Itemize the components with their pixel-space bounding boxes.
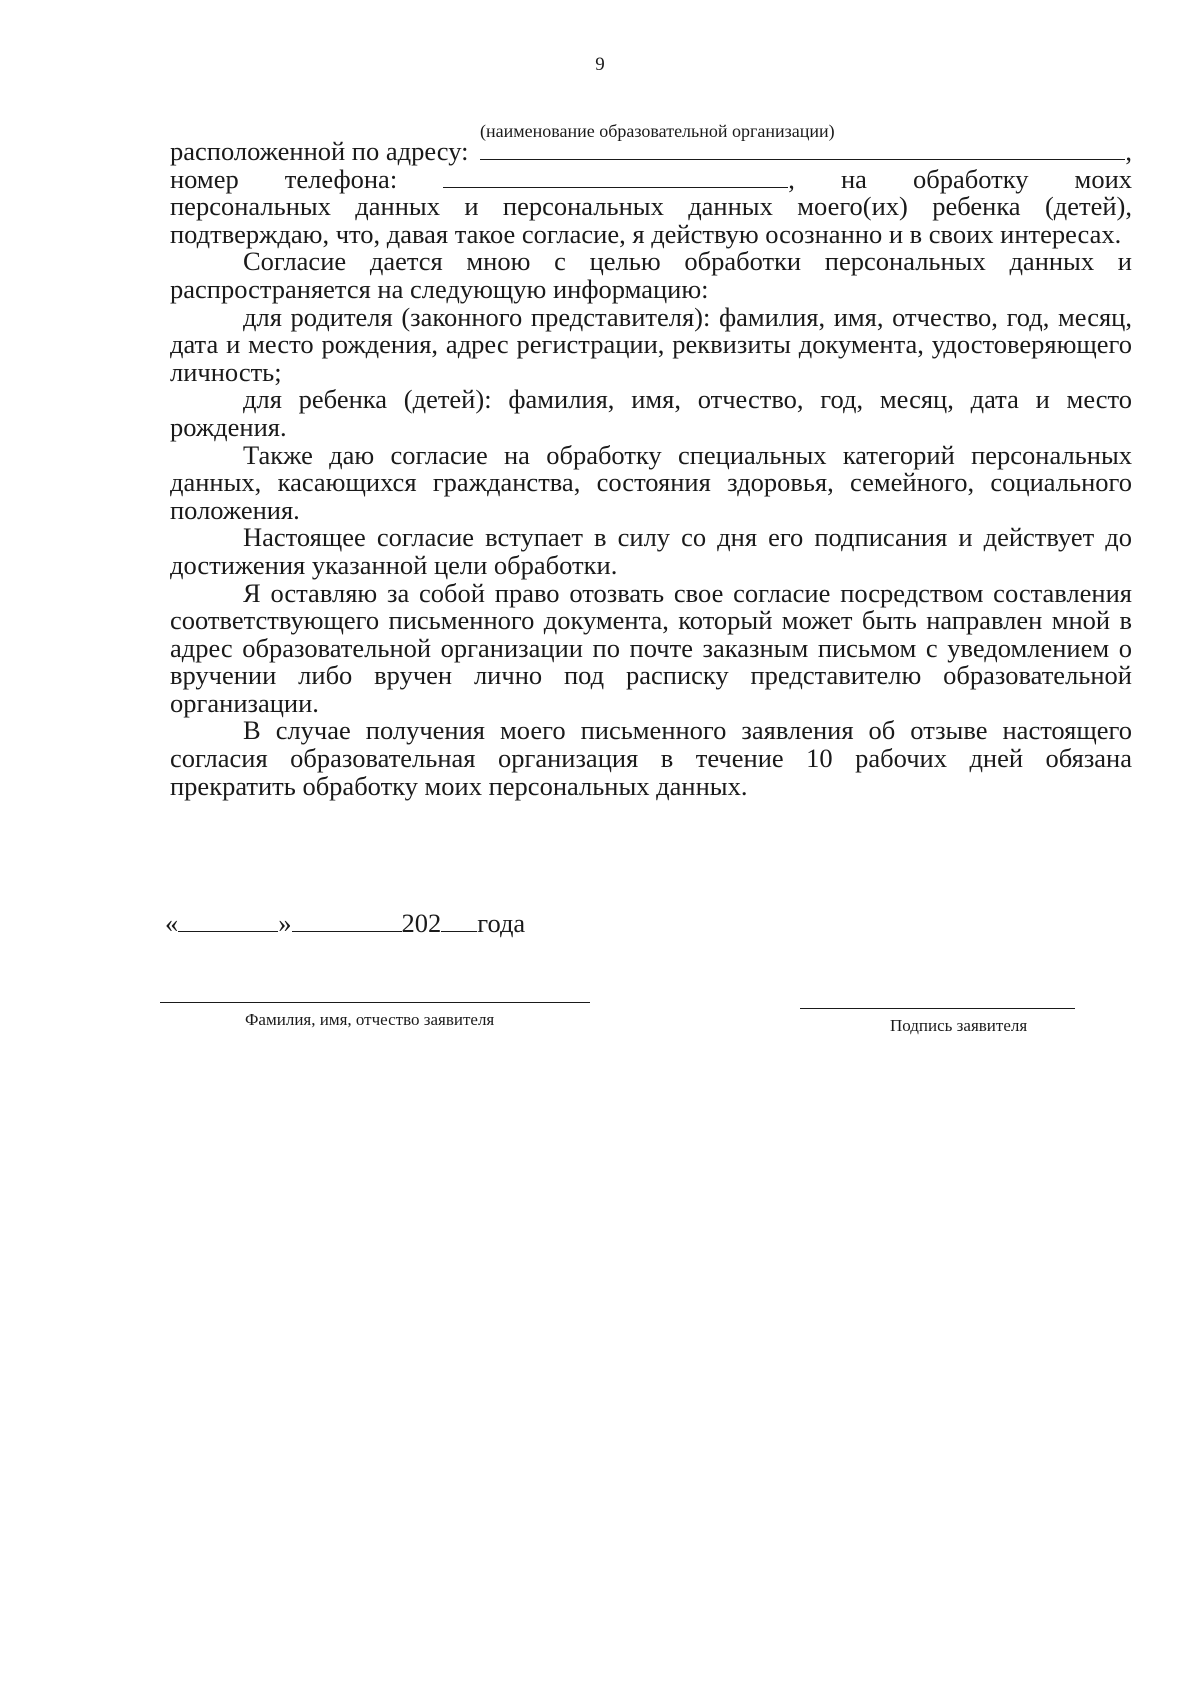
address-line bbox=[170, 138, 1132, 166]
consent-paragraph-parent-data: для родителя (законного представителя): фамилия, имя, отчество, год, месяц, дата и место рождения, адрес регистрации, реквизиты документа, удостоверяющего личность; bbox=[170, 301, 1132, 387]
date-close-quote: » bbox=[278, 908, 292, 938]
name-signature-line[interactable] bbox=[160, 1002, 590, 1003]
page-number: 9 bbox=[595, 54, 605, 75]
phone-rest-word-3: моих bbox=[1074, 163, 1132, 194]
consent-paragraph-intro: персональных данных и персональных данных моего(их) ребенка (детей), подтверждаю, что, давая такое согласие, я действую осознанно и в своих интересах. bbox=[170, 191, 1132, 249]
address-label: расположенной по адресу: bbox=[170, 136, 469, 166]
phone-field[interactable] bbox=[443, 167, 788, 188]
org-name-caption: (наименование образовательной организации) bbox=[480, 121, 835, 141]
date-open-quote: « bbox=[165, 908, 179, 938]
signature-line[interactable] bbox=[800, 1008, 1075, 1009]
year-field[interactable] bbox=[441, 911, 477, 932]
consent-paragraph-special-data: Также даю согласие на обработку специальных категорий персональных данных, касающихся гражданства, состояния здоровья, семейного, социального положения. bbox=[170, 439, 1132, 525]
address-comma: , bbox=[1125, 136, 1132, 166]
signature-caption: Подпись заявителя bbox=[890, 1016, 1028, 1035]
consent-paragraph-child-data: для ребенка (детей): фамилия, имя, отчество, год, месяц, дата и место рождения. bbox=[170, 384, 1132, 442]
consent-body bbox=[170, 138, 1132, 800]
phone-label-word-1: номер bbox=[170, 163, 239, 194]
phone-field-group bbox=[443, 163, 795, 194]
phone-line bbox=[170, 163, 1132, 194]
month-field[interactable] bbox=[292, 911, 402, 932]
consent-paragraph-withdrawal: Я оставляю за собой право отозвать свое согласие посредством составления соответствующего письменного документа, который может быть направлен мной в адрес образовательной организации по почте заказным письмом с уведомлением о вручении либо вручен лично под расписку представителю образовательной организации. bbox=[170, 577, 1132, 718]
phone-rest-word-2: обработку bbox=[913, 163, 1029, 194]
day-field[interactable] bbox=[178, 911, 278, 932]
phone-comma: , bbox=[788, 163, 795, 194]
name-caption: Фамилия, имя, отчество заявителя bbox=[245, 1010, 495, 1029]
year-prefix: 202 bbox=[401, 908, 442, 938]
date-line bbox=[165, 908, 525, 939]
consent-paragraph-termination: В случае получения моего письменного заявления об отзыве настоящего согласия образовательная организация в течение 10 рабочих дней обязана прекратить обработку моих персональных данных. bbox=[170, 715, 1132, 801]
consent-paragraph-purpose: Согласие дается мною с целью обработки персональных данных и распространяется на следующую информацию: bbox=[170, 246, 1132, 304]
phone-label-word-2: телефона: bbox=[284, 163, 398, 194]
consent-paragraph-validity: Настоящее согласие вступает в силу со дня его подписания и действует до достижения указанной цели обработки. bbox=[170, 522, 1132, 580]
phone-rest-word-1: на bbox=[840, 163, 867, 194]
date-suffix: года bbox=[477, 908, 526, 938]
address-field[interactable] bbox=[480, 139, 1125, 160]
